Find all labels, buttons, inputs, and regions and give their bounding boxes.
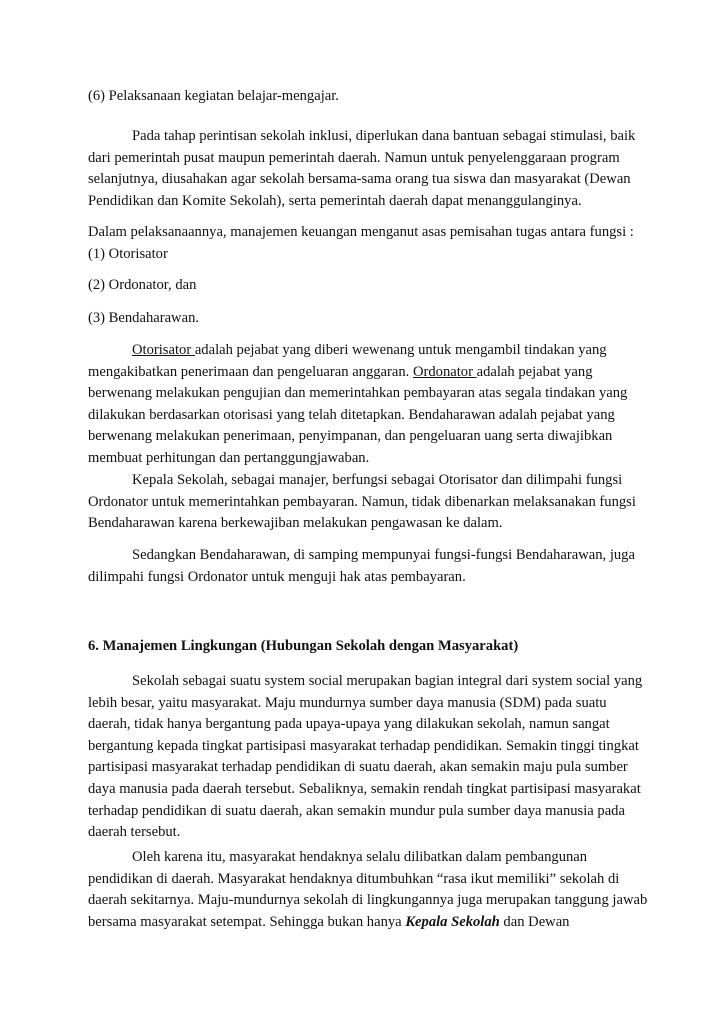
- emphasis-kepala-sekolah: Kepala Sekolah: [405, 913, 500, 930]
- paragraph-masyarakat-text: Oleh karena itu, masyarakat hendaknya selalu dilibatkan dalam pembangunan pendidikan di daerah. Masyarakat hendaknya ditumbuhkan “rasa ikut memiliki” sekolah di daerah sekitarnya. Maju-mundurnya sekolah di lingkungannya juga merupakan tanggung jawab bersama masyarakat setempat. Sehingga bukan hanya: [88, 849, 648, 930]
- paragraph-lingkungan: Sekolah sebagai suatu system social merupakan bagian integral dari system social yang lebih besar, yaitu masyarakat. Maju mundurnya sumber daya manusia (SDM) pada suatu daerah, tidak hanya bergantung pada upaya-upaya yang dilakukan sekolah, namun sangat bergantung kepada tingkat partisipasi masyarakat terhadap pendidikan. Semakin tinggi tingkat partisipasi masyarakat terhadap pendidikan di suatu daerah, akan semakin maju pula sumber daya manusia pada daerah tersebut. Sebaliknya, semakin rendah tingkat partisipasi masyarakat terhadap pendidikan di suatu daerah, akan semakin mundur pula sumber daya manusia pada daerah tersebut.: [88, 673, 643, 841]
- paragraph-kepala-sekolah: Kepala Sekolah, sebagai manajer, berfungsi sebagai Otorisator dan dilimpahi fungsi Ordonator untuk memerintahkan pembayaran. Namun, tidak dibenarkan melaksanakan fungsi Bendaharawan karena berkewajiban melakukan pengawasan ke dalam.: [88, 472, 636, 532]
- paragraph-bendaharawan: Sedangkan Bendaharawan, di samping mempunyai fungsi-fungsi Bendaharawan, juga dilimpahi fungsi Ordonator untuk menguji hak atas pembayaran.: [88, 547, 635, 585]
- paragraph-masyarakat-tail: dan Dewan: [499, 913, 570, 930]
- paragraph-principles: Dalam pelaksanaannya, manajemen keuangan menganut asas pemisahan tugas antara fungsi : (1) Otorisator: [88, 224, 634, 262]
- list-item-bendaharawan: (3) Bendaharawan.: [88, 310, 200, 326]
- paragraph-masyarakat: [88, 847, 648, 933]
- list-item-ordonator: (2) Ordonator, dan: [88, 277, 197, 293]
- paragraph-definitions: [88, 340, 648, 470]
- paragraph-funding: Pada tahap perintisan sekolah inklusi, diperlukan dana bantuan sebagai stimulasi, baik dari pemerintah pusat maupun pemerintah daerah. Namun untuk penyelenggaraan program selanjutnya, diusahakan agar sekolah bersama-sama orang tua siswa dan masyarakat (Dewan Pendidikan dan Komite Sekolah), serta pemerintah daerah dapat menanggulanginya.: [88, 128, 636, 209]
- section-heading-6: 6. Manajemen Lingkungan (Hubungan Sekolah dengan Masyarakat): [88, 638, 519, 654]
- definition-ordonator: adalah pejabat yang berwenang melakukan pengujian dan memerintahkan pembayaran atas segala tindakan yang dilakukan berdasarkan otorisasi yang telah ditetapkan. Bendaharawan adalah pejabat yang berwenang melakukan penerimaan, penyimpanan, dan pengeluaran uang serta diwajibkan membuat perhitungan dan pertanggungjawaban.: [88, 363, 628, 466]
- definition-otorisator: adalah pejabat yang diberi wewenang untuk mengambil tindakan yang mengakibatkan penerimaan dan pengeluaran anggaran.: [88, 342, 607, 380]
- term-otorisator: Otorisator: [132, 342, 195, 358]
- list-item-6: (6) Pelaksanaan kegiatan belajar-mengajar.: [88, 88, 339, 104]
- term-ordonator: Ordonator: [412, 363, 477, 380]
